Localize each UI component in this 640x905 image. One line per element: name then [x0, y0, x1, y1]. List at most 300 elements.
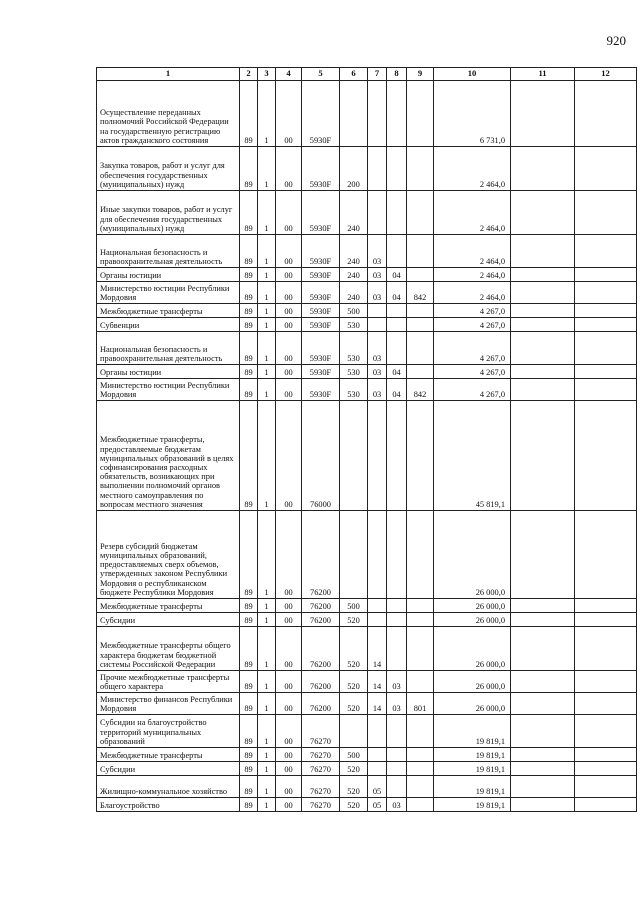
code-cell-8	[387, 191, 407, 235]
code-cell-7: 14	[368, 693, 387, 715]
code-cell-9	[407, 627, 434, 671]
code-cell-9: 842	[407, 282, 434, 304]
column-header-8: 8	[387, 68, 407, 81]
column-header-7: 7	[368, 68, 387, 81]
row-name-cell: Субвенции	[97, 318, 240, 332]
code-cell-7: 03	[368, 282, 387, 304]
code-cell-5: 76000	[302, 401, 340, 511]
code-cell-2: 89	[240, 511, 258, 599]
table-row	[97, 235, 637, 268]
row-name-cell: Министерство финансов Республики Мордовия	[97, 693, 240, 715]
amount-cell: 2 464,0	[434, 147, 511, 191]
code-cell-8: 03	[387, 693, 407, 715]
amount-cell: 19 819,1	[434, 762, 511, 776]
row-name-cell: Иные закупки товаров, работ и услуг для обеспечения государственных (муниципальных) нужд	[97, 191, 240, 235]
code-cell-6: 500	[340, 599, 368, 613]
empty-cell-11	[511, 147, 575, 191]
code-cell-7	[368, 715, 387, 748]
empty-cell-11	[511, 235, 575, 268]
code-cell-8	[387, 304, 407, 318]
code-cell-3: 1	[258, 235, 276, 268]
table-row	[97, 365, 637, 379]
empty-cell-11	[511, 776, 575, 798]
column-header-4: 4	[276, 68, 302, 81]
code-cell-2: 89	[240, 693, 258, 715]
code-cell-7: 03	[368, 268, 387, 282]
amount-cell: 19 819,1	[434, 748, 511, 762]
amount-cell: 4 267,0	[434, 304, 511, 318]
code-cell-5: 76270	[302, 776, 340, 798]
row-name-cell: Министерство юстиции Республики Мордовия	[97, 282, 240, 304]
amount-cell: 26 000,0	[434, 599, 511, 613]
code-cell-9	[407, 401, 434, 511]
code-cell-3: 1	[258, 268, 276, 282]
amount-cell: 4 267,0	[434, 379, 511, 401]
code-cell-7	[368, 401, 387, 511]
table-header-row	[97, 68, 637, 81]
code-cell-8: 04	[387, 379, 407, 401]
row-name-cell: Органы юстиции	[97, 365, 240, 379]
code-cell-4: 00	[276, 776, 302, 798]
code-cell-7	[368, 147, 387, 191]
code-cell-7: 03	[368, 365, 387, 379]
code-cell-6: 520	[340, 776, 368, 798]
amount-cell: 19 819,1	[434, 798, 511, 812]
empty-cell-11	[511, 365, 575, 379]
code-cell-3: 1	[258, 798, 276, 812]
empty-cell-12	[575, 191, 637, 235]
code-cell-9	[407, 715, 434, 748]
code-cell-2: 89	[240, 318, 258, 332]
code-cell-7	[368, 599, 387, 613]
amount-cell: 26 000,0	[434, 671, 511, 693]
empty-cell-11	[511, 81, 575, 147]
empty-cell-12	[575, 599, 637, 613]
code-cell-9	[407, 748, 434, 762]
empty-cell-11	[511, 693, 575, 715]
code-cell-8	[387, 627, 407, 671]
empty-cell-12	[575, 318, 637, 332]
code-cell-6: 200	[340, 147, 368, 191]
empty-cell-11	[511, 599, 575, 613]
code-cell-9	[407, 235, 434, 268]
code-cell-8	[387, 715, 407, 748]
empty-cell-11	[511, 671, 575, 693]
code-cell-6: 520	[340, 798, 368, 812]
code-cell-3: 1	[258, 282, 276, 304]
row-name-cell: Закупка товаров, работ и услуг для обеспечения государственных (муниципальных) нужд	[97, 147, 240, 191]
code-cell-3: 1	[258, 715, 276, 748]
code-cell-7	[368, 191, 387, 235]
code-cell-2: 89	[240, 627, 258, 671]
code-cell-3: 1	[258, 318, 276, 332]
code-cell-3: 1	[258, 599, 276, 613]
code-cell-6	[340, 511, 368, 599]
code-cell-4: 00	[276, 147, 302, 191]
empty-cell-11	[511, 748, 575, 762]
row-name-cell: Межбюджетные трансферты общего характера бюджетам бюджетной системы Российской Федерации	[97, 627, 240, 671]
code-cell-9	[407, 332, 434, 365]
code-cell-4: 00	[276, 318, 302, 332]
code-cell-3: 1	[258, 147, 276, 191]
empty-cell-11	[511, 318, 575, 332]
amount-cell: 4 267,0	[434, 318, 511, 332]
empty-cell-12	[575, 332, 637, 365]
empty-cell-11	[511, 191, 575, 235]
empty-cell-12	[575, 748, 637, 762]
code-cell-6: 240	[340, 235, 368, 268]
column-header-12: 12	[575, 68, 637, 81]
code-cell-5: 5930F	[302, 318, 340, 332]
code-cell-6: 520	[340, 613, 368, 627]
code-cell-5: 76200	[302, 613, 340, 627]
empty-cell-12	[575, 81, 637, 147]
code-cell-3: 1	[258, 304, 276, 318]
code-cell-3: 1	[258, 748, 276, 762]
code-cell-5: 5930F	[302, 282, 340, 304]
column-header-3: 3	[258, 68, 276, 81]
code-cell-5: 76200	[302, 627, 340, 671]
table-row	[97, 282, 637, 304]
empty-cell-12	[575, 379, 637, 401]
row-name-cell: Межбюджетные трансферты, предоставляемые бюджетам муниципальных образований в целях софинансирования расходных обязательств, возникающих при выполнении полномочий органов местного самоуправления по вопросам местного значения	[97, 401, 240, 511]
empty-cell-12	[575, 304, 637, 318]
column-header-2: 2	[240, 68, 258, 81]
code-cell-3: 1	[258, 191, 276, 235]
code-cell-5: 5930F	[302, 147, 340, 191]
code-cell-9	[407, 318, 434, 332]
table-row	[97, 798, 637, 812]
code-cell-8	[387, 235, 407, 268]
empty-cell-12	[575, 282, 637, 304]
code-cell-9	[407, 762, 434, 776]
code-cell-7	[368, 511, 387, 599]
row-name-cell: Межбюджетные трансферты	[97, 748, 240, 762]
row-name-cell: Резерв субсидий бюджетам муниципальных образований, предоставляемых сверх объемов, утвержденных законом Республики Мордовия о республиканском бюджете Республики Мордовия	[97, 511, 240, 599]
amount-cell: 4 267,0	[434, 332, 511, 365]
code-cell-3: 1	[258, 401, 276, 511]
row-name-cell: Субсидии	[97, 762, 240, 776]
column-header-5: 5	[302, 68, 340, 81]
code-cell-2: 89	[240, 81, 258, 147]
code-cell-4: 00	[276, 332, 302, 365]
code-cell-2: 89	[240, 613, 258, 627]
table-row	[97, 671, 637, 693]
code-cell-4: 00	[276, 379, 302, 401]
code-cell-8	[387, 147, 407, 191]
code-cell-2: 89	[240, 776, 258, 798]
code-cell-7: 14	[368, 671, 387, 693]
code-cell-2: 89	[240, 365, 258, 379]
code-cell-9	[407, 147, 434, 191]
code-cell-4: 00	[276, 748, 302, 762]
code-cell-2: 89	[240, 332, 258, 365]
code-cell-5: 76270	[302, 798, 340, 812]
code-cell-9	[407, 798, 434, 812]
code-cell-6: 520	[340, 693, 368, 715]
column-header-6: 6	[340, 68, 368, 81]
code-cell-6: 530	[340, 379, 368, 401]
code-cell-4: 00	[276, 401, 302, 511]
empty-cell-12	[575, 627, 637, 671]
code-cell-9	[407, 671, 434, 693]
empty-cell-12	[575, 365, 637, 379]
code-cell-3: 1	[258, 671, 276, 693]
empty-cell-12	[575, 235, 637, 268]
empty-cell-11	[511, 268, 575, 282]
code-cell-6: 240	[340, 268, 368, 282]
code-cell-4: 00	[276, 81, 302, 147]
code-cell-5: 76200	[302, 693, 340, 715]
row-name-cell: Министерство юстиции Республики Мордовия	[97, 379, 240, 401]
code-cell-2: 89	[240, 798, 258, 812]
code-cell-9	[407, 81, 434, 147]
code-cell-9	[407, 511, 434, 599]
code-cell-5: 76270	[302, 748, 340, 762]
code-cell-6: 520	[340, 671, 368, 693]
empty-cell-11	[511, 613, 575, 627]
code-cell-4: 00	[276, 671, 302, 693]
code-cell-8	[387, 762, 407, 776]
code-cell-5: 5930F	[302, 235, 340, 268]
code-cell-8	[387, 332, 407, 365]
code-cell-2: 89	[240, 304, 258, 318]
table-row	[97, 268, 637, 282]
code-cell-2: 89	[240, 748, 258, 762]
empty-cell-11	[511, 715, 575, 748]
code-cell-2: 89	[240, 401, 258, 511]
code-cell-3: 1	[258, 613, 276, 627]
table-row	[97, 304, 637, 318]
code-cell-8: 03	[387, 798, 407, 812]
code-cell-8	[387, 599, 407, 613]
budget-table	[96, 67, 637, 812]
code-cell-4: 00	[276, 693, 302, 715]
code-cell-9	[407, 599, 434, 613]
empty-cell-12	[575, 715, 637, 748]
amount-cell: 2 464,0	[434, 282, 511, 304]
empty-cell-12	[575, 613, 637, 627]
table-row	[97, 599, 637, 613]
row-name-cell: Межбюджетные трансферты	[97, 304, 240, 318]
code-cell-8	[387, 401, 407, 511]
empty-cell-11	[511, 304, 575, 318]
amount-cell: 2 464,0	[434, 268, 511, 282]
code-cell-9	[407, 304, 434, 318]
code-cell-2: 89	[240, 715, 258, 748]
table-row	[97, 613, 637, 627]
table-row	[97, 379, 637, 401]
empty-cell-11	[511, 282, 575, 304]
code-cell-5: 5930F	[302, 268, 340, 282]
empty-cell-12	[575, 693, 637, 715]
code-cell-3: 1	[258, 776, 276, 798]
code-cell-3: 1	[258, 762, 276, 776]
row-name-cell: Благоустройство	[97, 798, 240, 812]
code-cell-4: 00	[276, 511, 302, 599]
code-cell-8: 04	[387, 365, 407, 379]
row-name-cell: Субсидии на благоустройство территорий муниципальных образований	[97, 715, 240, 748]
amount-cell: 19 819,1	[434, 776, 511, 798]
code-cell-5: 76200	[302, 511, 340, 599]
empty-cell-12	[575, 762, 637, 776]
code-cell-3: 1	[258, 627, 276, 671]
table-row	[97, 81, 637, 147]
code-cell-3: 1	[258, 332, 276, 365]
code-cell-4: 00	[276, 613, 302, 627]
code-cell-8	[387, 613, 407, 627]
empty-cell-12	[575, 511, 637, 599]
amount-cell: 45 819,1	[434, 401, 511, 511]
table-row	[97, 762, 637, 776]
row-name-cell: Органы юстиции	[97, 268, 240, 282]
code-cell-8	[387, 511, 407, 599]
code-cell-3: 1	[258, 81, 276, 147]
amount-cell: 26 000,0	[434, 511, 511, 599]
amount-cell: 6 731,0	[434, 81, 511, 147]
table-row	[97, 401, 637, 511]
code-cell-7	[368, 748, 387, 762]
code-cell-3: 1	[258, 379, 276, 401]
code-cell-6: 520	[340, 627, 368, 671]
code-cell-2: 89	[240, 235, 258, 268]
code-cell-4: 00	[276, 762, 302, 776]
code-cell-4: 00	[276, 304, 302, 318]
row-name-cell: Национальная безопасность и правоохранительная деятельность	[97, 332, 240, 365]
empty-cell-11	[511, 332, 575, 365]
code-cell-2: 89	[240, 191, 258, 235]
code-cell-9	[407, 191, 434, 235]
code-cell-6: 530	[340, 318, 368, 332]
empty-cell-11	[511, 798, 575, 812]
code-cell-9: 842	[407, 379, 434, 401]
code-cell-4: 00	[276, 365, 302, 379]
code-cell-5: 5930F	[302, 191, 340, 235]
column-header-11: 11	[511, 68, 575, 81]
code-cell-5: 5930F	[302, 365, 340, 379]
empty-cell-12	[575, 147, 637, 191]
code-cell-7	[368, 762, 387, 776]
code-cell-2: 89	[240, 268, 258, 282]
code-cell-7: 03	[368, 379, 387, 401]
amount-cell: 26 000,0	[434, 613, 511, 627]
amount-cell: 26 000,0	[434, 693, 511, 715]
column-header-9: 9	[407, 68, 434, 81]
code-cell-4: 00	[276, 599, 302, 613]
row-name-cell: Межбюджетные трансферты	[97, 599, 240, 613]
code-cell-7: 14	[368, 627, 387, 671]
code-cell-7	[368, 613, 387, 627]
code-cell-7: 03	[368, 235, 387, 268]
code-cell-5: 76200	[302, 671, 340, 693]
code-cell-3: 1	[258, 693, 276, 715]
table-row	[97, 511, 637, 599]
code-cell-5: 76270	[302, 715, 340, 748]
table-row	[97, 332, 637, 365]
code-cell-8: 03	[387, 671, 407, 693]
code-cell-8	[387, 776, 407, 798]
table-row	[97, 715, 637, 748]
code-cell-8	[387, 748, 407, 762]
empty-cell-11	[511, 379, 575, 401]
code-cell-8	[387, 318, 407, 332]
row-name-cell: Субсидии	[97, 613, 240, 627]
code-cell-4: 00	[276, 798, 302, 812]
code-cell-7	[368, 304, 387, 318]
empty-cell-12	[575, 268, 637, 282]
code-cell-9	[407, 365, 434, 379]
code-cell-9	[407, 613, 434, 627]
amount-cell: 4 267,0	[434, 365, 511, 379]
code-cell-5: 5930F	[302, 379, 340, 401]
code-cell-9	[407, 776, 434, 798]
amount-cell: 2 464,0	[434, 191, 511, 235]
empty-cell-11	[511, 627, 575, 671]
code-cell-7: 05	[368, 776, 387, 798]
code-cell-4: 00	[276, 235, 302, 268]
code-cell-5: 5930F	[302, 81, 340, 147]
code-cell-3: 1	[258, 511, 276, 599]
code-cell-6: 500	[340, 304, 368, 318]
code-cell-6	[340, 401, 368, 511]
code-cell-7: 05	[368, 798, 387, 812]
code-cell-6: 530	[340, 332, 368, 365]
code-cell-4: 00	[276, 715, 302, 748]
column-header-10: 10	[434, 68, 511, 81]
table-row	[97, 776, 637, 798]
code-cell-2: 89	[240, 282, 258, 304]
amount-cell: 19 819,1	[434, 715, 511, 748]
table-row	[97, 693, 637, 715]
code-cell-4: 00	[276, 191, 302, 235]
column-header-1: 1	[97, 68, 240, 81]
code-cell-4: 00	[276, 627, 302, 671]
table-row	[97, 147, 637, 191]
code-cell-7: 03	[368, 332, 387, 365]
code-cell-6	[340, 81, 368, 147]
code-cell-8: 04	[387, 268, 407, 282]
empty-cell-12	[575, 798, 637, 812]
empty-cell-11	[511, 401, 575, 511]
row-name-cell: Прочие межбюджетные трансферты общего характера	[97, 671, 240, 693]
code-cell-7	[368, 81, 387, 147]
code-cell-6: 520	[340, 762, 368, 776]
code-cell-6: 240	[340, 191, 368, 235]
code-cell-4: 00	[276, 268, 302, 282]
code-cell-6: 240	[340, 282, 368, 304]
code-cell-6: 530	[340, 365, 368, 379]
code-cell-6: 500	[340, 748, 368, 762]
code-cell-8: 04	[387, 282, 407, 304]
code-cell-9: 801	[407, 693, 434, 715]
code-cell-2: 89	[240, 147, 258, 191]
row-name-cell: Осуществление переданных полномочий Российской Федерации на государственную регистрацию актов гражданского состояния	[97, 81, 240, 147]
code-cell-8	[387, 81, 407, 147]
empty-cell-12	[575, 671, 637, 693]
empty-cell-11	[511, 762, 575, 776]
code-cell-2: 89	[240, 379, 258, 401]
code-cell-2: 89	[240, 762, 258, 776]
empty-cell-12	[575, 776, 637, 798]
code-cell-7	[368, 318, 387, 332]
amount-cell: 2 464,0	[434, 235, 511, 268]
code-cell-2: 89	[240, 599, 258, 613]
code-cell-5: 5930F	[302, 304, 340, 318]
code-cell-6	[340, 715, 368, 748]
code-cell-9	[407, 268, 434, 282]
page-number: 920	[606, 33, 626, 48]
code-cell-5: 5930F	[302, 332, 340, 365]
